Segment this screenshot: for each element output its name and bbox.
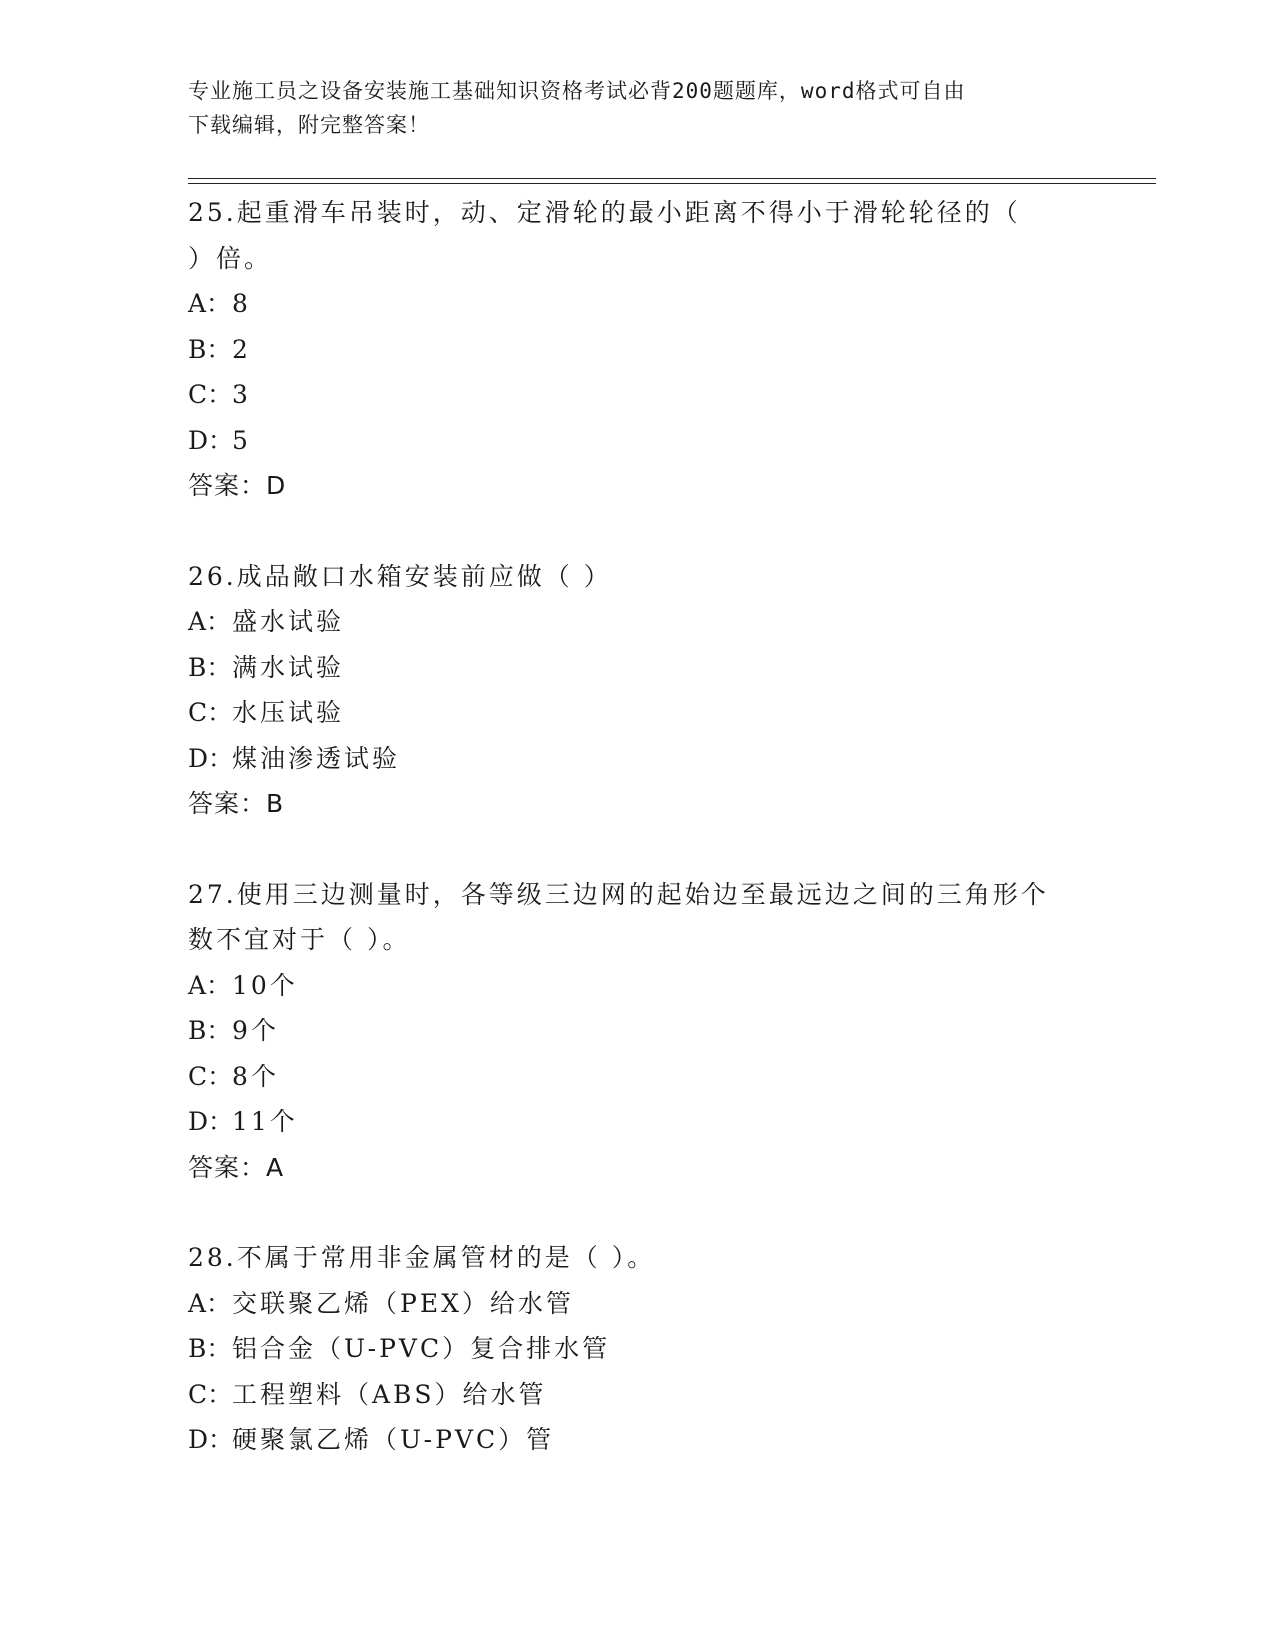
option-text: 煤油渗透试验 (232, 743, 401, 773)
option-d (188, 418, 1088, 464)
option-letter: A： (188, 1288, 232, 1318)
answer-line: 答案：D (188, 471, 287, 500)
option-text: 8 (232, 289, 251, 318)
option-a (188, 599, 1088, 645)
option-text: 10个 (232, 970, 298, 1000)
question-stem-line: 28.不属于常用非金属管材的是（ ）。 (188, 1243, 656, 1272)
option-b (188, 1326, 1088, 1372)
option-text: 铝合金（U-PVC）复合排水管 (232, 1334, 611, 1363)
option-letter: C： (188, 1061, 233, 1091)
option-d (188, 1099, 1088, 1145)
option-letter: D： (188, 743, 234, 773)
option-a (188, 1281, 1088, 1327)
option-letter: C： (188, 380, 233, 409)
question-stem-line: 26.成品敞口水箱安装前应做（ ） (188, 561, 612, 591)
option-letter: C： (188, 1379, 233, 1409)
option-text: 8个 (232, 1061, 279, 1091)
option-a (188, 963, 1088, 1009)
header-divider-bottom (188, 183, 1156, 184)
header-line: 专业施工员之设备安装施工基础知识资格考试必背200题题库，word格式可自由 (188, 79, 966, 103)
question-stem-line: 27.使用三边测量时，各等级三边网的起始边至最远边之间的三角形个 (188, 879, 1049, 909)
option-text: 5 (232, 425, 251, 455)
option-c (188, 1372, 1088, 1418)
option-d (188, 736, 1088, 782)
option-b (188, 327, 1088, 373)
option-letter: D： (188, 1107, 234, 1136)
option-c (188, 1054, 1088, 1100)
question-27 (188, 872, 1088, 1191)
option-letter: A： (188, 289, 232, 318)
option-letter: D： (188, 425, 234, 455)
option-letter: D： (188, 1425, 234, 1454)
answer-line: 答案：A (188, 1152, 285, 1182)
option-letter: B： (188, 1016, 232, 1045)
option-text: 2 (232, 334, 251, 364)
option-a (188, 281, 1088, 327)
question-list (188, 190, 1088, 1508)
header-line: 下载编辑，附完整答案！ (188, 113, 430, 137)
option-text: 9个 (232, 1016, 279, 1045)
header-divider-top (188, 178, 1156, 179)
question-25 (188, 190, 1088, 509)
option-letter: A： (188, 970, 232, 1000)
option-text: 3 (232, 380, 251, 409)
option-c (188, 372, 1088, 418)
option-letter: B： (188, 652, 232, 682)
option-text: 交联聚乙烯（PEX）给水管 (232, 1288, 574, 1318)
option-c (188, 690, 1088, 736)
question-stem-line: 25.起重滑车吊装时，动、定滑轮的最小距离不得小于滑轮轮径的（ (188, 198, 1021, 227)
option-text: 11个 (232, 1107, 298, 1136)
option-b (188, 1008, 1088, 1054)
question-26 (188, 554, 1088, 827)
option-d (188, 1417, 1088, 1463)
option-text: 工程塑料（ABS）给水管 (232, 1379, 547, 1409)
option-letter: B： (188, 1334, 232, 1363)
option-b (188, 645, 1088, 691)
option-letter: C： (188, 698, 233, 727)
option-letter: B： (188, 334, 232, 364)
question-28 (188, 1235, 1088, 1463)
option-text: 水压试验 (232, 698, 345, 727)
option-text: 满水试验 (232, 652, 345, 682)
option-text: 盛水试验 (232, 607, 345, 636)
answer-line: 答案：B (188, 789, 285, 818)
document-header (188, 74, 1088, 142)
option-text: 硬聚氯乙烯（U-PVC）管 (232, 1425, 555, 1454)
question-stem-line: ）倍。 (188, 243, 273, 273)
question-stem-line: 数不宜对于（ ）。 (188, 925, 411, 954)
option-letter: A： (188, 607, 232, 636)
